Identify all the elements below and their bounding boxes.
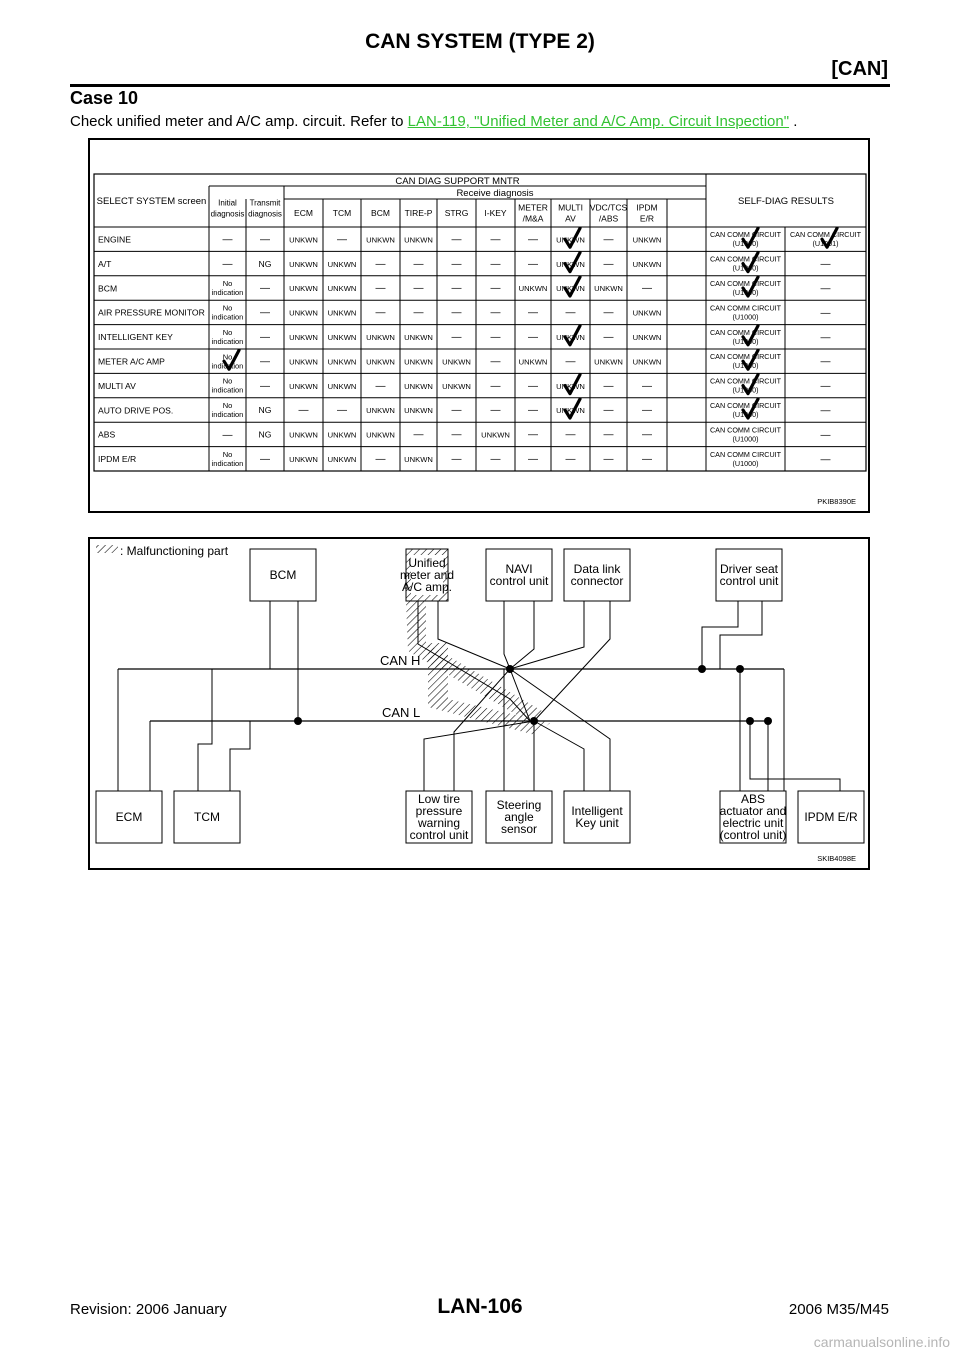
receive-diag-value: UNKWN	[289, 308, 318, 318]
receive-diag-value: —	[603, 454, 614, 465]
receive-diag-value: UNKWN	[289, 455, 318, 464]
self-diag-value: CAN COMM CIRCUIT	[709, 376, 782, 386]
receive-diag-value: —	[375, 258, 386, 270]
initial-diag-value: No	[222, 401, 233, 411]
receive-diag-value: —	[528, 380, 538, 392]
junction-dot	[698, 665, 706, 673]
page-number: LAN-106	[437, 1295, 523, 1318]
receive-diag-value: —	[451, 307, 462, 319]
row-system-name: ENGINE	[98, 234, 131, 245]
junction-dot	[746, 717, 754, 725]
tcm-l-wire	[230, 721, 250, 791]
receive-column-header: METER	[518, 202, 548, 213]
receive-diag-value: —	[603, 307, 614, 319]
receive-diag-value: UNKWN	[366, 406, 395, 416]
dlc-h-wire	[510, 601, 584, 669]
receive-diag-value: UNKWN	[404, 333, 433, 342]
self-diag-value: (U1000)	[732, 336, 759, 346]
row-system-name: BCM	[98, 283, 118, 294]
receive-diag-value: UNKWN	[556, 381, 585, 391]
receive-diag-value: —	[375, 307, 386, 319]
initial-diag-value: No	[222, 279, 233, 289]
transmit-diag-value: NG	[258, 405, 272, 416]
transmit-diag-value: —	[260, 307, 270, 319]
driver-seat-box-label: control unit	[719, 574, 779, 589]
receive-diag-value: —	[565, 356, 576, 368]
receive-diag-value: UNKWN	[404, 357, 433, 367]
can-diag-table	[90, 140, 868, 511]
initial-diag-value: No	[222, 327, 233, 337]
initial-diag-value: —	[222, 259, 233, 271]
receive-diag-value: —	[490, 307, 501, 319]
self-diag-value: (U1000)	[732, 263, 759, 273]
tcm-h-wire	[198, 669, 212, 791]
initial-diag-value: indication	[211, 385, 244, 395]
junction-dot	[764, 717, 772, 725]
ipdm-box-label: IPDM E/R	[804, 810, 858, 825]
self-diag-value: (U1000)	[732, 288, 759, 298]
instruction-suffix: .	[789, 113, 798, 130]
receive-column-header: BCM	[371, 207, 390, 218]
receive-diag-value: UNKWN	[289, 235, 318, 245]
receive-diag-value: —	[451, 429, 462, 441]
unified-meter-box-label: meter and	[399, 568, 455, 583]
tcm-box-label: TCM	[194, 810, 220, 825]
receive-diag-value: UNKWN	[594, 357, 623, 367]
navi-box-label: control unit	[489, 574, 549, 589]
case-title: Case 10	[70, 88, 139, 108]
header-initial-diagnosis: Initial	[218, 198, 237, 208]
receive-diag-value: —	[603, 332, 614, 343]
receive-diag-value: —	[565, 454, 576, 465]
receive-diag-value: UNKWN	[289, 284, 318, 294]
steering-sensor-box-label: sensor	[500, 822, 538, 837]
initial-diag-value: indication	[211, 312, 244, 322]
receive-diag-value: UNKWN	[327, 357, 357, 367]
abs-box-label: (control unit)	[719, 828, 787, 843]
revision-date: Revision: 2006 January	[70, 1301, 227, 1318]
receive-diag-value: —	[298, 405, 309, 417]
self-diag-value: CAN COMM CIRCUIT	[709, 327, 782, 337]
self-diag-value: —	[820, 307, 831, 319]
row-system-name: MULTI AV	[98, 380, 136, 391]
receive-diag-value: UNKWN	[518, 284, 548, 294]
driver-seat-box-label: Driver seat	[719, 562, 779, 577]
receive-diag-value: —	[603, 234, 614, 246]
self-diag-value: —	[820, 283, 831, 295]
self-diag-value: CAN COMM CIRCUIT	[709, 449, 782, 459]
receive-diag-value: —	[490, 234, 501, 246]
self-diag-value: (U1000)	[732, 410, 759, 420]
receive-diag-value: —	[451, 405, 462, 417]
unified-meter-box-label: Unified	[408, 556, 446, 571]
receive-column-header: TIRE-P	[404, 207, 433, 218]
legend-hatch-swatch	[96, 545, 118, 553]
header-can-diag: CAN DIAG SUPPORT MNTR	[395, 176, 520, 187]
row-system-name: AIR PRESSURE MONITOR	[98, 307, 205, 318]
ikey-h-wire	[534, 721, 584, 791]
receive-diag-value: —	[451, 283, 462, 295]
receive-diag-value: —	[413, 283, 424, 295]
receive-column-header: ECM	[294, 207, 313, 218]
self-diag-value: —	[820, 381, 831, 393]
row-system-name: METER A/C AMP	[98, 356, 165, 367]
receive-diag-value: UNKWN	[632, 333, 662, 342]
row-system-name: INTELLIGENT KEY	[98, 332, 173, 343]
receive-diag-value: —	[642, 405, 652, 417]
receive-diag-value: —	[565, 307, 576, 319]
receive-diag-value: UNKWN	[289, 259, 318, 269]
self-diag-value: —	[820, 454, 831, 466]
self-diag-value: CAN COMM CIRCUIT	[709, 279, 782, 289]
receive-diag-value: —	[413, 307, 424, 319]
header-transmit-diagnosis: diagnosis	[248, 209, 282, 219]
initial-diag-value: No	[222, 449, 233, 459]
figure-code: PKIB8390E	[817, 497, 856, 506]
receive-column-header: TCM	[332, 207, 352, 218]
receive-diag-value: UNKWN	[404, 455, 433, 464]
self-diag-value: CAN COMM CIRCUIT	[709, 254, 782, 264]
receive-diag-value: —	[528, 258, 538, 270]
header-rule	[70, 84, 890, 87]
receive-diag-value: —	[528, 332, 538, 343]
ecm-box-label: ECM	[115, 810, 143, 825]
header-initial-diagnosis: diagnosis	[210, 209, 245, 219]
receive-diag-value: —	[490, 380, 501, 392]
watermark: carmanualsonline.info	[813, 1334, 950, 1350]
data-link-connector-box-label: connector	[570, 574, 624, 589]
receive-diag-value: UNKWN	[327, 308, 357, 318]
intelligent-key-box-label: Key unit	[575, 816, 619, 831]
receive-diag-value: —	[642, 429, 652, 441]
receive-diag-value: UNKWN	[327, 455, 357, 464]
bcm-box-label: BCM	[269, 568, 297, 583]
receive-diag-value: UNKWN	[556, 406, 585, 416]
receive-diag-value: —	[642, 454, 652, 465]
receive-diag-value: —	[603, 429, 614, 441]
receive-column-header: IPDM	[636, 202, 658, 213]
initial-diag-value: indication	[211, 361, 244, 371]
abs-box-label: electric unit	[722, 816, 784, 831]
receive-diag-value: —	[451, 332, 462, 343]
receive-diag-value: —	[528, 307, 538, 319]
navi-h-wire	[504, 601, 510, 669]
receive-column-header: I-KEY	[484, 207, 507, 218]
receive-diag-value: UNKWN	[366, 357, 395, 367]
receive-column-header: AV	[565, 213, 576, 224]
self-diag-value: (U1001)	[812, 239, 839, 249]
receive-diag-value: —	[528, 234, 538, 246]
receive-diag-value: UNKWN	[366, 430, 395, 440]
header-receive-diagnosis: Receive diagnosis	[456, 188, 534, 199]
receive-diag-value: UNKWN	[556, 284, 585, 294]
receive-diag-value: UNKWN	[442, 357, 471, 367]
self-diag-value: CAN COMM CIRCUIT	[709, 352, 782, 362]
self-diag-value: (U1000)	[732, 385, 759, 395]
self-diag-value: —	[820, 405, 831, 417]
header-transmit-diagnosis: Transmit	[249, 198, 281, 208]
row-system-name: ABS	[98, 429, 116, 440]
receive-diag-value: UNKWN	[366, 333, 395, 342]
diagram	[96, 544, 864, 863]
low-tire-box-label: pressure	[415, 804, 463, 819]
receive-diag-value: —	[413, 258, 424, 270]
receive-diag-value: —	[451, 258, 462, 270]
receive-column-header: MULTI	[558, 202, 583, 213]
transmit-diag-value: NG	[258, 258, 272, 269]
receive-diag-value: UNKWN	[289, 357, 318, 367]
receive-diag-value: UNKWN	[518, 357, 548, 367]
can-l-label: CAN L	[382, 705, 421, 720]
header-select-system: SELECT SYSTEM screen	[96, 196, 207, 207]
initial-diag-value: —	[222, 429, 233, 441]
transmit-diag-value: —	[260, 283, 270, 295]
transmit-diag-value: —	[260, 234, 270, 246]
steering-sensor-box-label: angle	[504, 810, 534, 825]
can-diag-table-figure	[88, 138, 870, 513]
can-h-label: CAN H	[380, 653, 421, 668]
figure-code: SKIB4098E	[817, 854, 856, 863]
can-network-diagram-figure	[88, 537, 870, 870]
receive-column-header: STRG	[444, 207, 469, 218]
junction-dot	[294, 717, 302, 725]
low-tire-box-label: control unit	[409, 828, 469, 843]
row-system-name: AUTO DRIVE POS.	[98, 405, 174, 416]
receive-diag-value: —	[375, 454, 386, 465]
receive-diag-value: —	[375, 283, 386, 295]
receive-diag-value: UNKWN	[556, 235, 585, 245]
receive-diag-value: UNKWN	[632, 259, 662, 269]
self-diag-value: —	[820, 332, 831, 344]
receive-column-header: VDC/TCS	[589, 202, 628, 213]
tire-h-wire	[424, 721, 534, 791]
receive-diag-value: —	[603, 405, 614, 417]
receive-column-header: /ABS	[598, 213, 619, 224]
self-diag-value: —	[820, 429, 831, 441]
intelligent-key-box-label: Intelligent	[571, 804, 623, 819]
steering-sensor-box-label: Steering	[496, 798, 542, 813]
vehicle-model: 2006 M35/M45	[788, 1301, 889, 1318]
section-tag: [CAN]	[831, 58, 888, 80]
self-diag-value: CAN COMM CIRCUIT	[789, 230, 862, 240]
header-self-diag: SELF-DIAG RESULTS	[738, 196, 834, 207]
self-diag-value: (U1000)	[732, 239, 759, 249]
receive-diag-value: UNKWN	[404, 406, 433, 416]
ipdm-l-wire	[750, 721, 840, 791]
can-network-diagram	[90, 539, 868, 868]
table-grid	[94, 174, 866, 506]
reference-link[interactable]: LAN-119, "Unified Meter and A/C Amp. Circuit Inspection"	[407, 113, 790, 130]
receive-diag-value: UNKWN	[594, 284, 623, 294]
receive-diag-value: —	[528, 454, 538, 465]
navi-l-wire	[510, 601, 534, 669]
receive-diag-value: —	[528, 405, 538, 417]
initial-diag-value: indication	[211, 288, 244, 298]
receive-diag-value: UNKWN	[289, 381, 318, 391]
receive-diag-value: UNKWN	[327, 381, 357, 391]
receive-diag-value: —	[565, 429, 576, 441]
transmit-diag-value: —	[260, 380, 270, 392]
receive-diag-value: —	[451, 234, 462, 246]
receive-diag-value: UNKWN	[632, 308, 662, 318]
row-system-name: A/T	[98, 258, 112, 269]
dlc-l-wire	[534, 601, 610, 721]
self-diag-value: (U1000)	[732, 312, 759, 322]
initial-diag-value: indication	[211, 336, 244, 346]
initial-diag-value: indication	[211, 458, 244, 468]
transmit-diag-value: —	[260, 356, 270, 368]
unified-meter-box-label: A/C amp.	[401, 580, 453, 595]
self-diag-value: —	[820, 356, 831, 368]
low-tire-box-label: Low tire	[417, 792, 461, 807]
initial-diag-value: No	[222, 376, 233, 386]
receive-diag-value: UNKWN	[481, 430, 510, 440]
receive-diag-value: —	[490, 258, 501, 270]
receive-diag-value: —	[490, 332, 501, 343]
receive-diag-value: —	[490, 356, 501, 368]
navi-box-label: NAVI	[505, 562, 533, 577]
receive-diag-value: —	[490, 283, 501, 295]
receive-diag-value: —	[603, 258, 614, 270]
receive-diag-value: UNKWN	[442, 381, 471, 391]
receive-diag-value: UNKWN	[327, 259, 357, 269]
receive-diag-value: —	[451, 454, 462, 465]
self-diag-value: (U1000)	[732, 434, 759, 444]
receive-diag-value: UNKWN	[327, 430, 357, 440]
receive-diag-value: UNKWN	[632, 235, 662, 245]
abs-box-label: ABS	[740, 792, 766, 807]
initial-diag-value: indication	[211, 410, 244, 420]
abs-box-label: actuator and	[719, 804, 787, 819]
instruction-text: Check unified meter and A/C amp. circuit. Refer to	[70, 113, 408, 130]
receive-diag-value: —	[528, 429, 538, 441]
transmit-diag-value: —	[260, 454, 270, 465]
receive-diag-value: —	[642, 380, 652, 392]
self-diag-value: —	[820, 259, 831, 271]
self-diag-value: CAN COMM CIRCUIT	[709, 303, 782, 313]
initial-diag-value: No	[222, 303, 233, 313]
page-title: CAN SYSTEM (TYPE 2)	[365, 30, 595, 53]
receive-diag-value: —	[337, 234, 347, 246]
transmit-diag-value: —	[260, 332, 270, 343]
receive-column-header: E/R	[639, 213, 655, 224]
legend-text: : Malfunctioning part	[120, 544, 229, 558]
low-tire-box-label: warning	[417, 816, 461, 831]
self-diag-value: CAN COMM CIRCUIT	[709, 401, 782, 411]
driver-seat-l-wire	[720, 601, 762, 669]
receive-diag-value: UNKWN	[289, 430, 318, 440]
receive-diag-value: —	[490, 454, 501, 465]
self-diag-value: (U1000)	[732, 361, 759, 371]
receive-diag-value: UNKWN	[289, 333, 318, 342]
self-diag-value: CAN COMM CIRCUIT	[709, 425, 782, 435]
receive-diag-value: UNKWN	[556, 333, 585, 342]
receive-diag-value: UNKWN	[556, 259, 585, 269]
data-link-connector-box-label: Data link	[573, 562, 621, 577]
receive-diag-value: UNKWN	[632, 357, 662, 367]
receive-diag-value: UNKWN	[327, 284, 357, 294]
initial-diag-value: No	[222, 352, 233, 362]
self-diag-value: (U1000)	[732, 458, 759, 468]
receive-column-header: /M&A	[522, 213, 544, 224]
receive-diag-value: —	[490, 405, 501, 417]
transmit-diag-value: NG	[258, 429, 272, 440]
receive-diag-value: UNKWN	[327, 333, 357, 342]
receive-diag-value: —	[337, 405, 347, 417]
case-instruction	[70, 113, 797, 130]
receive-diag-value: —	[413, 429, 424, 441]
receive-diag-value: UNKWN	[404, 235, 433, 245]
receive-diag-value: UNKWN	[404, 381, 433, 391]
receive-diag-value: —	[642, 283, 652, 295]
initial-diag-value: —	[222, 234, 233, 246]
receive-diag-value: —	[375, 380, 386, 392]
self-diag-value: CAN COMM CIRCUIT	[709, 230, 782, 240]
receive-diag-value: —	[603, 380, 614, 392]
receive-diag-value: UNKWN	[366, 235, 395, 245]
row-system-name: IPDM E/R	[98, 454, 137, 465]
